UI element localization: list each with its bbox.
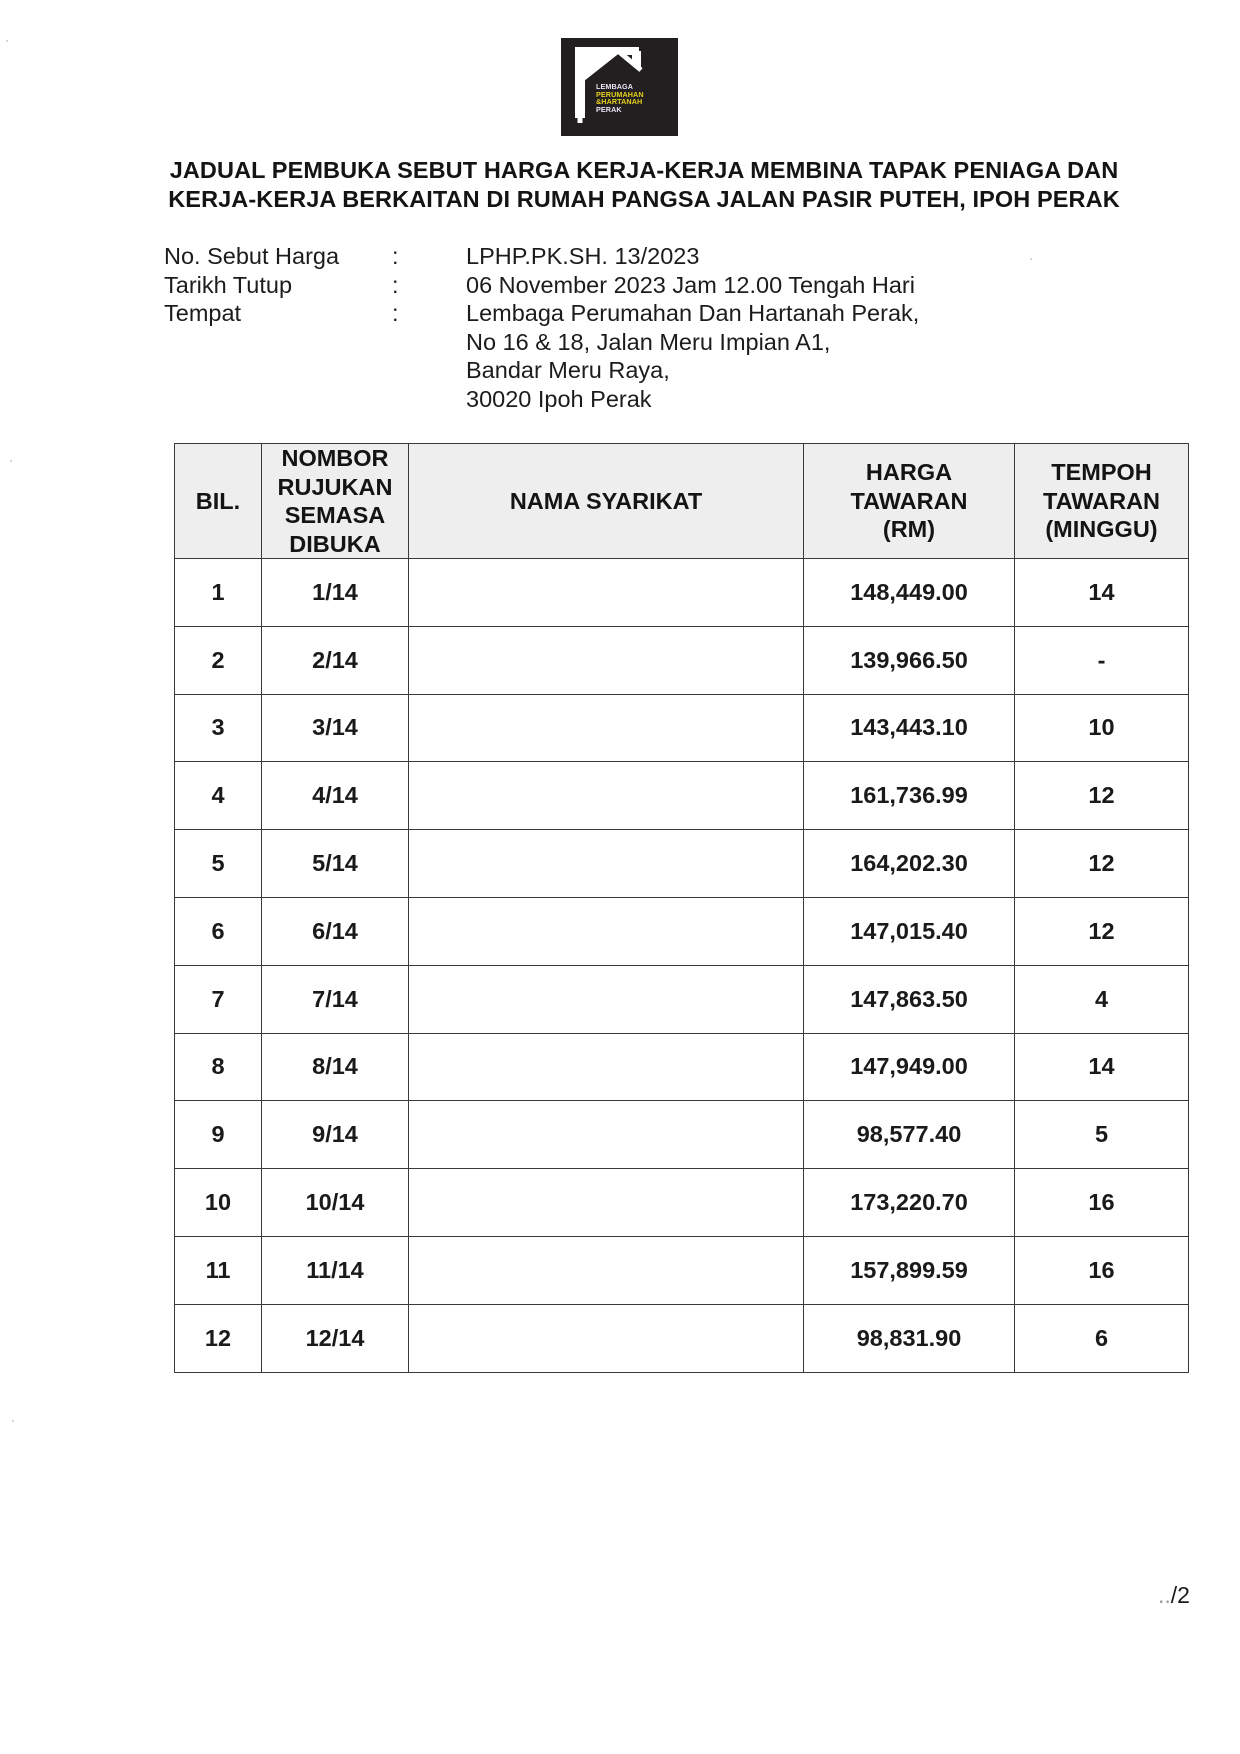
cell-harga: 147,949.00 — [804, 1033, 1015, 1101]
cell-nama — [409, 830, 804, 898]
cell-nama — [409, 1033, 804, 1101]
cell-harga: 148,449.00 — [804, 559, 1015, 627]
cell-rujukan: 6/14 — [262, 897, 409, 965]
logo-line: PERAK — [596, 104, 622, 114]
cell-bil: 4 — [175, 762, 262, 830]
cell-rujukan: 4/14 — [262, 762, 409, 830]
header-tempoh-tawaran — [1015, 444, 1189, 559]
scan-speck — [10, 460, 12, 462]
cell-bil: 10 — [175, 1169, 262, 1237]
cell-harga: 157,899.59 — [804, 1236, 1015, 1304]
cell-tempoh: 10 — [1015, 694, 1189, 762]
cell-nama — [409, 559, 804, 627]
table-row — [175, 762, 1189, 830]
cell-harga: 161,736.99 — [804, 762, 1015, 830]
cell-tempoh: 6 — [1015, 1304, 1189, 1372]
cell-tempoh: 14 — [1015, 559, 1189, 627]
cell-tempoh: 12 — [1015, 762, 1189, 830]
table-row — [175, 1101, 1189, 1169]
header-harga-tawaran — [804, 444, 1015, 559]
header-line: DIBUKA — [289, 530, 381, 557]
cell-tempoh: - — [1015, 626, 1189, 694]
cell-rujukan: 10/14 — [262, 1169, 409, 1237]
table-row — [175, 965, 1189, 1033]
cell-nama — [409, 762, 804, 830]
bid-opening-table — [174, 443, 1189, 1373]
cell-tempoh: 16 — [1015, 1169, 1189, 1237]
cell-harga: 98,831.90 — [804, 1304, 1015, 1372]
cell-tempoh: 16 — [1015, 1236, 1189, 1304]
scan-speck — [1030, 258, 1032, 260]
header-bil: BIL. — [175, 444, 262, 559]
header-line: (MINGGU) — [1045, 516, 1158, 543]
cell-tempoh: 12 — [1015, 830, 1189, 898]
cell-nama — [409, 626, 804, 694]
table-row — [175, 1236, 1189, 1304]
logo-line: LEMBAGA — [596, 82, 634, 91]
info-label: No. Sebut Harga — [164, 243, 340, 269]
cell-nama — [409, 897, 804, 965]
cell-tempoh: 4 — [1015, 965, 1189, 1033]
cell-rujukan: 2/14 — [262, 626, 409, 694]
cell-bil: 8 — [175, 1033, 262, 1101]
info-label: Tarikh Tutup — [164, 271, 293, 298]
info-value: 06 November 2023 Jam 12.00 Tengah Hari — [466, 271, 915, 298]
cell-bil: 11 — [175, 1236, 262, 1304]
cell-nama — [409, 1236, 804, 1304]
table-row — [175, 559, 1189, 627]
logo-text — [596, 83, 644, 113]
cell-bil: 6 — [175, 897, 262, 965]
info-separator: : — [392, 300, 399, 327]
title-line-1: JADUAL PEMBUKA SEBUT HARGA KERJA-KERJA MEMBINA TAPAK PENIAGA DAN — [169, 157, 1119, 183]
cell-bil: 12 — [175, 1304, 262, 1372]
cell-rujukan: 1/14 — [262, 559, 409, 627]
title-line-2: KERJA-KERJA BERKAITAN DI RUMAH PANGSA JALAN PASIR PUTEH, IPOH PERAK — [168, 186, 1120, 212]
cell-bil: 7 — [175, 965, 262, 1033]
cell-harga: 143,443.10 — [804, 694, 1015, 762]
document-title — [0, 156, 1240, 214]
cell-bil: 5 — [175, 830, 262, 898]
cell-nama — [409, 965, 804, 1033]
cell-tempoh: 12 — [1015, 897, 1189, 965]
cell-harga: 98,577.40 — [804, 1101, 1015, 1169]
cell-nama — [409, 1101, 804, 1169]
cell-tempoh: 14 — [1015, 1033, 1189, 1101]
cell-rujukan: 9/14 — [262, 1101, 409, 1169]
page-continuation-marker — [1158, 1582, 1190, 1609]
scan-speck — [6, 40, 8, 42]
scan-speck — [12, 1420, 14, 1422]
cell-nama — [409, 1304, 804, 1372]
cell-harga: 164,202.30 — [804, 830, 1015, 898]
table-row — [175, 1033, 1189, 1101]
header-line: TEMPOH — [1051, 459, 1152, 486]
header-nama-syarikat: NAMA SYARIKAT — [409, 444, 804, 559]
table-row — [175, 626, 1189, 694]
cell-nama — [409, 1169, 804, 1237]
header-line: RUJUKAN — [277, 473, 393, 500]
cell-bil: 9 — [175, 1101, 262, 1169]
cell-nama — [409, 694, 804, 762]
info-value: LPHP.PK.SH. 13/2023 — [466, 243, 700, 269]
header-line: HARGA — [865, 459, 953, 486]
table-row — [175, 1169, 1189, 1237]
cell-rujukan: 8/14 — [262, 1033, 409, 1101]
cell-bil: 3 — [175, 694, 262, 762]
cell-harga: 147,015.40 — [804, 897, 1015, 965]
page-marker-number: /2 — [1170, 1582, 1190, 1608]
header-line: SEMASA — [284, 502, 386, 528]
header-line: NOMBOR — [281, 445, 389, 471]
page-marker-dots: .. — [1158, 1582, 1171, 1608]
cell-rujukan: 7/14 — [262, 965, 409, 1033]
table-header-row — [175, 444, 1189, 559]
info-value: Lembaga Perumahan Dan Hartanah Perak, — [466, 300, 920, 327]
cell-tempoh: 5 — [1015, 1101, 1189, 1169]
info-label: Tempat — [164, 300, 242, 327]
table-row — [175, 897, 1189, 965]
header-line: (RM) — [882, 516, 936, 543]
logo-line: &HARTANAH — [596, 97, 643, 107]
cell-rujukan: 5/14 — [262, 830, 409, 898]
table-row — [175, 694, 1189, 762]
cell-bil: 1 — [175, 559, 262, 627]
cell-harga: 139,966.50 — [804, 626, 1015, 694]
info-separator: : — [392, 271, 399, 298]
cell-rujukan: 11/14 — [262, 1236, 409, 1304]
info-separator: : — [392, 243, 399, 269]
info-value: Bandar Meru Raya, — [466, 357, 670, 384]
cell-harga: 147,863.50 — [804, 965, 1015, 1033]
cell-harga: 173,220.70 — [804, 1169, 1015, 1237]
info-value: No 16 & 18, Jalan Meru Impian A1, — [466, 328, 831, 355]
logo-line: PERUMAHAN — [596, 89, 644, 99]
cell-bil: 2 — [175, 626, 262, 694]
header-line: TAWARAN — [850, 487, 968, 514]
header-nombor-rujukan — [262, 444, 409, 559]
cell-rujukan: 12/14 — [262, 1304, 409, 1372]
organization-logo — [561, 38, 678, 136]
table-row — [175, 830, 1189, 898]
cell-rujukan: 3/14 — [262, 694, 409, 762]
table-row — [175, 1304, 1189, 1372]
header-line: TAWARAN — [1042, 487, 1161, 514]
info-value: 30020 Ipoh Perak — [466, 385, 652, 412]
